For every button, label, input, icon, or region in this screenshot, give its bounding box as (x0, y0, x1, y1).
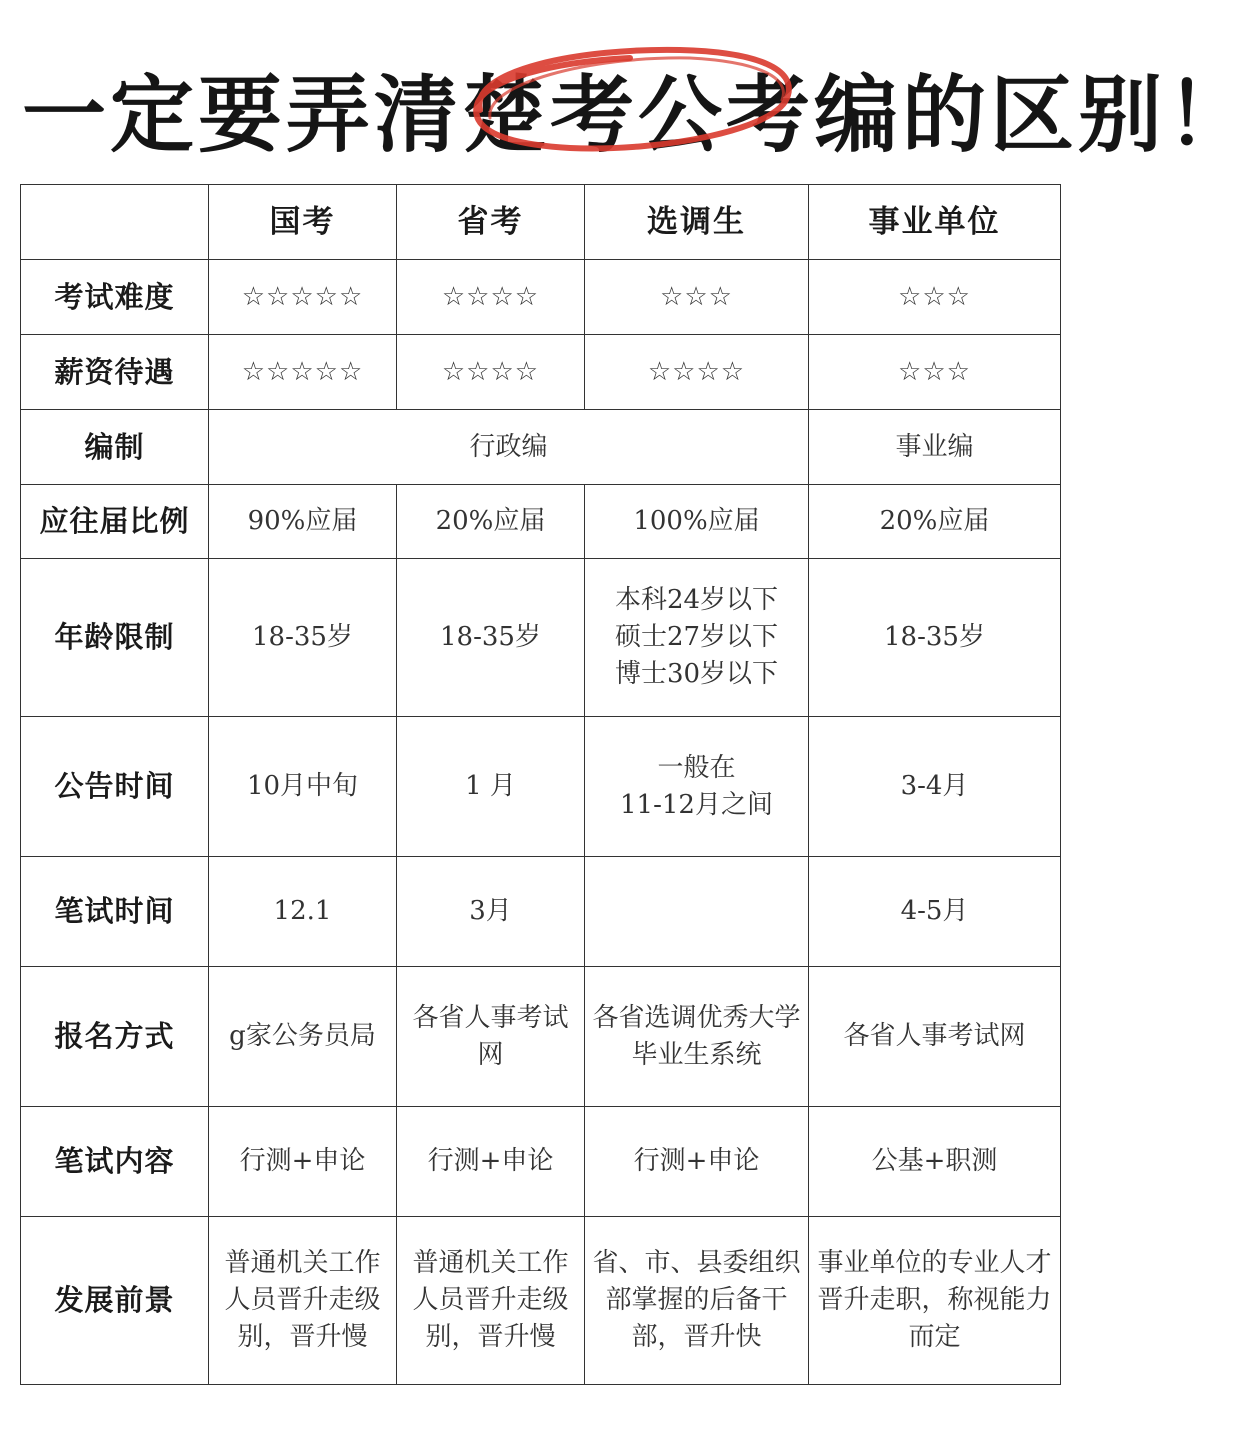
table-row-ratio (21, 485, 1061, 559)
table-cell: 事业单位的专业人才晋升走职，称视能力而定 (809, 1217, 1061, 1385)
table-cell: 行测+申论 (397, 1107, 585, 1217)
table-cell: 各省人事考试网 (397, 967, 585, 1107)
table-row-exam-time (21, 857, 1061, 967)
table-cell: 3-4月 (809, 717, 1061, 857)
table-header-row (21, 185, 1061, 260)
table-cell: 行测+申论 (585, 1107, 809, 1217)
table-cell: 行政编 (209, 410, 809, 485)
rating-cell: ☆☆☆☆☆ (209, 335, 397, 410)
table-cell: 20%应届 (397, 485, 585, 559)
rating-cell: ☆☆☆ (809, 335, 1061, 410)
table-row-exam-content (21, 1107, 1061, 1217)
row-label: 笔试时间 (21, 857, 209, 967)
table-row-salary (21, 335, 1061, 410)
row-label: 应往届比例 (21, 485, 209, 559)
row-label: 发展前景 (21, 1217, 209, 1385)
row-label: 考试难度 (21, 260, 209, 335)
table-cell: 各省选调优秀大学毕业生系统 (585, 967, 809, 1107)
header-shiyedanwei: 事业单位 (809, 185, 1061, 260)
table-cell: 20%应届 (809, 485, 1061, 559)
title-area (0, 40, 1254, 164)
table-cell: 行测+申论 (209, 1107, 397, 1217)
table-cell: 1 月 (397, 717, 585, 857)
table-cell: 各省人事考试网 (809, 967, 1061, 1107)
table-row-difficulty (21, 260, 1061, 335)
table-cell: 公基+职测 (809, 1107, 1061, 1217)
row-label: 笔试内容 (21, 1107, 209, 1217)
table-cell: 18-35岁 (809, 559, 1061, 717)
table-row-signup (21, 967, 1061, 1107)
comparison-table (20, 184, 1061, 1385)
table-cell: 18-35岁 (209, 559, 397, 717)
rating-cell: ☆☆☆☆ (397, 335, 585, 410)
table-cell: 本科24岁以下 硕士27岁以下 博士30岁以下 (585, 559, 809, 717)
table-cell (585, 857, 809, 967)
table-cell: 100%应届 (585, 485, 809, 559)
table-cell: 省、市、县委组织部掌握的后备干部，晋升快 (585, 1217, 809, 1385)
rating-cell: ☆☆☆ (585, 260, 809, 335)
table-cell: 18-35岁 (397, 559, 585, 717)
row-label: 报名方式 (21, 967, 209, 1107)
table-cell: 90%应届 (209, 485, 397, 559)
table-cell: g家公务员局 (209, 967, 397, 1107)
header-guokao: 国考 (209, 185, 397, 260)
rating-cell: ☆☆☆ (809, 260, 1061, 335)
rating-cell: ☆☆☆☆☆ (209, 260, 397, 335)
rating-cell: ☆☆☆☆ (397, 260, 585, 335)
table-row-bianzhi (21, 410, 1061, 485)
table-cell: 3月 (397, 857, 585, 967)
header-corner (21, 185, 209, 260)
table-cell: 12.1 (209, 857, 397, 967)
table-cell: 普通机关工作人员晋升走级别，晋升慢 (397, 1217, 585, 1385)
row-label: 公告时间 (21, 717, 209, 857)
table-cell: 10月中旬 (209, 717, 397, 857)
header-shengkao: 省考 (397, 185, 585, 260)
table-row-future (21, 1217, 1061, 1385)
table-cell: 普通机关工作人员晋升走级别，晋升慢 (209, 1217, 397, 1385)
rating-cell: ☆☆☆☆ (585, 335, 809, 410)
row-label: 编制 (21, 410, 209, 485)
table-row-age (21, 559, 1061, 717)
table-cell: 一般在 11-12月之间 (585, 717, 809, 857)
row-label: 薪资待遇 (21, 335, 209, 410)
table-row-notice (21, 717, 1061, 857)
table-cell: 事业编 (809, 410, 1061, 485)
header-xuandiaosheng: 选调生 (585, 185, 809, 260)
page-title: 一定要弄清楚考公考编的区别！ (22, 66, 1254, 164)
row-label: 年龄限制 (21, 559, 209, 717)
table-cell: 4-5月 (809, 857, 1061, 967)
